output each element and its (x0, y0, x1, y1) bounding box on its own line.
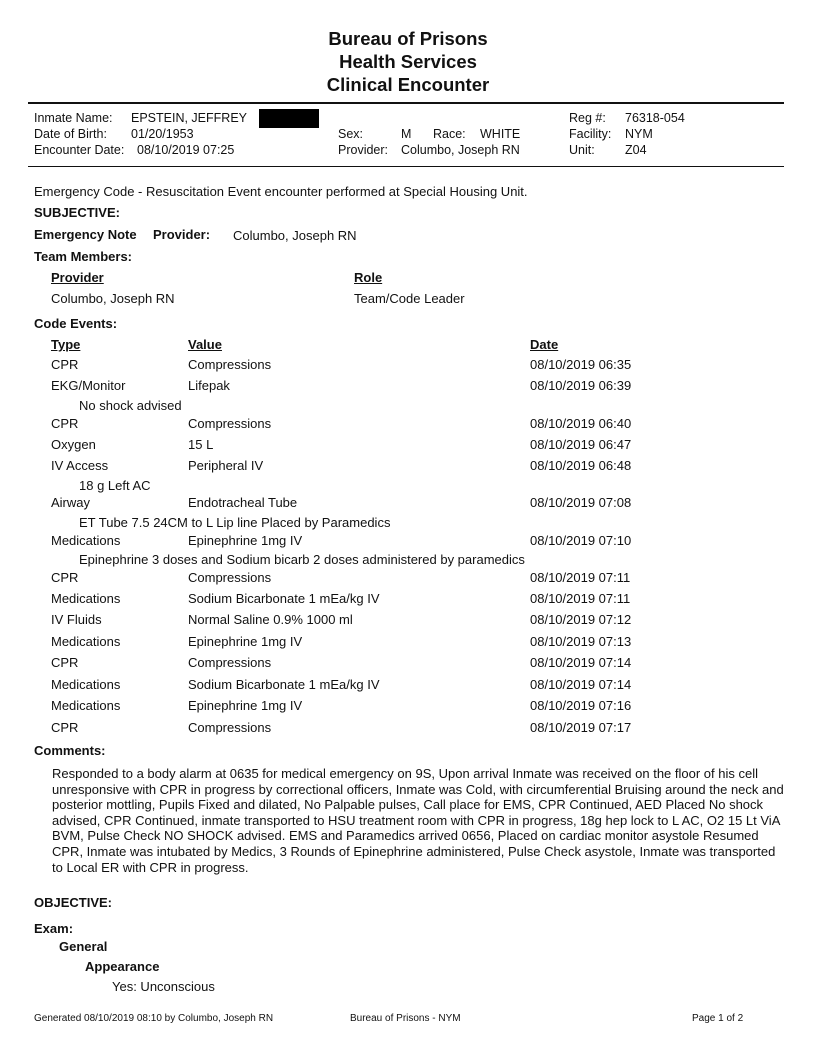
note-provider-label: Provider: (153, 227, 211, 242)
encounter-date-label: Encounter Date: (34, 143, 125, 157)
encounter-intro: Emergency Code - Resuscitation Event encounter performed at Special Housing Unit. (34, 184, 528, 199)
code-event-date: 08/10/2019 06:40 (530, 416, 632, 431)
code-event-date: 08/10/2019 07:12 (530, 612, 632, 627)
facility-value: NYM (625, 127, 653, 141)
code-event-value: Epinephrine 1mg IV (188, 533, 303, 548)
sex-value: M (401, 127, 412, 141)
header-top-rule (28, 102, 784, 104)
header-bottom-rule (28, 166, 784, 167)
code-event-value: Sodium Bicarbonate 1 mEa/kg IV (188, 591, 380, 606)
code-event-value: Normal Saline 0.9% 1000 ml (188, 612, 353, 627)
code-event-note: No shock advised (79, 398, 182, 413)
inmate-name-label: Inmate Name: (34, 111, 113, 125)
document-title-line-1: Bureau of Prisons (328, 28, 488, 49)
code-event-type: Medications (51, 677, 121, 692)
code-event-type: CPR (51, 655, 79, 670)
code-event-date: 08/10/2019 06:48 (530, 458, 632, 473)
code-event-type: CPR (51, 357, 79, 372)
dob-label: Date of Birth: (34, 127, 107, 141)
code-event-value: Compressions (188, 655, 272, 670)
code-col-value: Value (188, 337, 222, 352)
code-event-type: EKG/Monitor (51, 378, 126, 393)
code-event-date: 08/10/2019 06:47 (530, 437, 632, 452)
comments-text: Responded to a body alarm at 0635 for medical emergency on 9S, Upon arrival Inmate was received on the floor of his cell unresponsive with CPR in progress by correctional officers, Inmate was Cold, with circumferential Bruising around the neck and posterior mottling, Pupils Fixed and dilated, No Palpable pulses, Call place for EMS, CPR Continued, AED Placed No shock advised, CPR Continued, inmate transported to HSU treatment room with CPR in progress, 18g hep lock to L AC, O2 15 Lt ViA BVM, Pulse Check NO SHOCK advised. EMS and Paramedics arrived 0656, Placed on cardiac monitor asystole Resumed CPR, Inmate was intubated by Medics, 3 Rounds of Epinephrine administered, Pulse Check asystole, Inmate was transported to Local ER with CPR in progress. (52, 766, 784, 875)
code-event-value: Compressions (188, 416, 272, 431)
inmate-name-value: EPSTEIN, JEFFREY (131, 111, 247, 125)
team-col-provider: Provider (51, 270, 104, 285)
team-provider-value: Columbo, Joseph RN (51, 291, 175, 306)
code-event-type: Airway (51, 495, 91, 510)
code-event-value: Compressions (188, 570, 272, 585)
code-event-date: 08/10/2019 06:39 (530, 378, 632, 393)
footer-center: Bureau of Prisons - NYM (350, 1013, 461, 1024)
team-col-role: Role (354, 270, 383, 285)
general-label: General (59, 939, 108, 954)
race-value: WHITE (480, 127, 521, 141)
code-event-date: 08/10/2019 06:35 (530, 357, 632, 372)
code-event-value: Peripheral IV (188, 458, 264, 473)
code-events-heading: Code Events: (34, 316, 118, 331)
code-event-type: CPR (51, 416, 79, 431)
code-event-value: Compressions (188, 720, 272, 735)
unit-label: Unit: (569, 143, 595, 157)
code-event-type: IV Fluids (51, 612, 102, 627)
code-event-date: 08/10/2019 07:16 (530, 698, 632, 713)
code-event-value: Compressions (188, 357, 272, 372)
sex-label: Sex: (338, 127, 364, 141)
code-event-value: Endotracheal Tube (188, 495, 298, 510)
objective-heading: OBJECTIVE: (34, 895, 113, 910)
code-event-type: CPR (51, 720, 79, 735)
code-event-type: IV Access (51, 458, 109, 473)
code-event-date: 08/10/2019 07:11 (530, 570, 631, 585)
reg-label: Reg #: (569, 111, 606, 125)
code-event-type: Medications (51, 533, 121, 548)
code-event-note: Epinephrine 3 doses and Sodium bicarb 2 doses administered by paramedics (79, 552, 525, 567)
code-event-date: 08/10/2019 07:17 (530, 720, 632, 735)
emergency-note-label: Emergency Note (34, 227, 137, 242)
code-event-date: 08/10/2019 07:14 (530, 655, 632, 670)
code-event-type: Medications (51, 698, 121, 713)
code-event-type: CPR (51, 570, 79, 585)
reg-value: 76318-054 (625, 111, 685, 125)
code-event-value: Sodium Bicarbonate 1 mEa/kg IV (188, 677, 380, 692)
note-provider-value: Columbo, Joseph RN (233, 228, 357, 243)
team-members-heading: Team Members: (34, 249, 133, 264)
encounter-date-value: 08/10/2019 07:25 (137, 143, 235, 157)
code-event-type: Medications (51, 634, 121, 649)
exam-label: Exam: (34, 921, 74, 936)
code-event-note: 18 g Left AC (79, 478, 151, 493)
code-event-date: 08/10/2019 07:13 (530, 634, 632, 649)
code-event-date: 08/10/2019 07:10 (530, 533, 632, 548)
unit-value: Z04 (625, 143, 647, 157)
team-role-value: Team/Code Leader (354, 291, 465, 306)
code-event-type: Medications (51, 591, 121, 606)
document-title-line-3: Clinical Encounter (326, 74, 490, 95)
code-event-value: Lifepak (188, 378, 230, 393)
provider-label: Provider: (338, 143, 389, 157)
subjective-heading: SUBJECTIVE: (34, 205, 120, 220)
code-col-type: Type (51, 337, 81, 352)
facility-label: Facility: (569, 127, 612, 141)
appearance-value: Yes: Unconscious (112, 979, 215, 994)
code-event-note: ET Tube 7.5 24CM to L Lip line Placed by Paramedics (79, 515, 391, 530)
code-event-date: 08/10/2019 07:08 (530, 495, 632, 510)
code-event-value: 15 L (188, 437, 214, 452)
dob-value: 01/20/1953 (131, 127, 194, 141)
footer-page-number: Page 1 of 2 (692, 1013, 744, 1024)
appearance-label: Appearance (85, 959, 160, 974)
footer-generated: Generated 08/10/2019 08:10 by Columbo, Joseph RN (34, 1013, 274, 1024)
provider-value: Columbo, Joseph RN (401, 143, 520, 157)
redaction-box (259, 109, 319, 128)
code-event-value: Epinephrine 1mg IV (188, 698, 303, 713)
race-label: Race: (433, 127, 466, 141)
comments-heading: Comments: (34, 743, 106, 758)
code-event-type: Oxygen (51, 437, 96, 452)
document-title-line-2: Health Services (339, 51, 477, 72)
code-event-value: Epinephrine 1mg IV (188, 634, 303, 649)
code-event-date: 08/10/2019 07:14 (530, 677, 632, 692)
code-event-date: 08/10/2019 07:11 (530, 591, 631, 606)
code-col-date: Date (530, 337, 559, 352)
